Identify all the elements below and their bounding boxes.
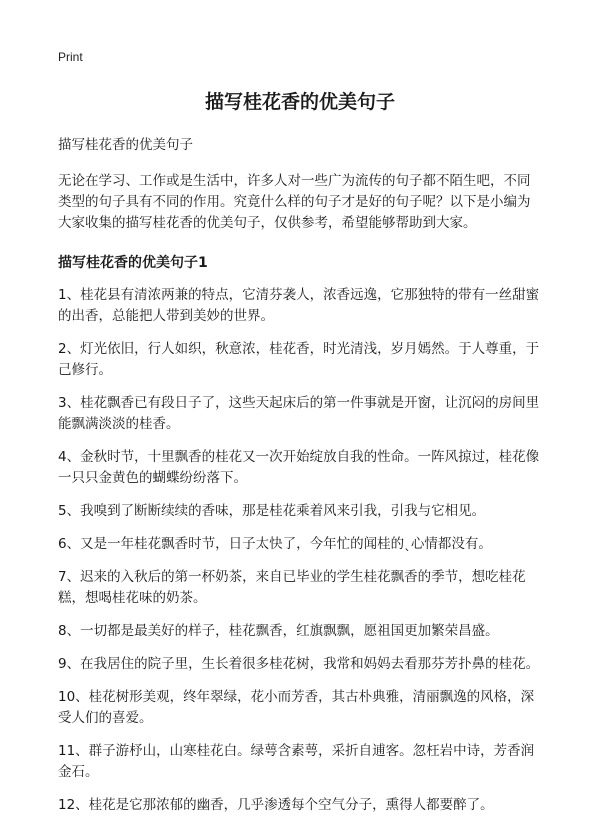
section-heading: 描写桂花香的优美句子1 <box>58 255 208 271</box>
list-item: 3、桂花飘香已有段日子了，这些天起床后的第一件事就是开窗，让沉闷的房间里能飘满淡淡的桂香。 <box>58 395 540 432</box>
list-item: 7、迟来的入秋后的第一杯奶茶，来自已毕业的学生桂花飘香的季节，想吃桂花糕，想喝桂花味的奶茶。 <box>58 569 526 606</box>
page-title: 描写桂花香的优美句子 <box>204 91 395 113</box>
list-item: 8、一切都是最美好的样子，桂花飘香，红旗飘飘，愿祖国更加繁荣昌盛。 <box>58 623 499 639</box>
list-item: 9、在我居住的院子里，生长着很多桂花树，我常和妈妈去看那芬芳扑鼻的桂花。 <box>58 656 540 672</box>
subtitle: 描写桂花香的优美句子 <box>58 137 193 153</box>
sentence-list <box>58 285 542 816</box>
list-item: 10、桂花树形美观，终年翠绿，花小而芳香，其古朴典雅，清丽飘逸的风格，深受人们的喜爱。 <box>58 689 535 726</box>
intro-paragraph: 无论在学习、工作或是生活中，许多人对一些广为流传的句子都不陌生吧，不同类型的句子具有不同的作用。究竟什么样的句子才是好的句子呢？以下是小编为大家收集的描写桂花香的优美句子，仅供参考，希望能够帮助到大家。 <box>58 173 531 231</box>
list-item: 4、金秋时节，十里飘香的桂花又一次开始绽放自我的性命。一阵风掠过，桂花像一只只金黄色的蝴蝶纷纷落下。 <box>58 449 540 486</box>
list-item: 6、又是一年桂花飘香时节，日子太快了，今年忙的闻桂的ˎ心情都没有。 <box>58 536 492 552</box>
list-item: 12、桂花是它那浓郁的幽香，几乎渗透每个空气分子，熏得人都要醉了。 <box>58 797 494 813</box>
list-item: 1、桂花县有清浓两兼的特点，它清芬袭人，浓香远逸，它那独特的带有一丝甜蜜的出香，总能把人带到美妙的世界。 <box>58 287 540 324</box>
list-item: 5、我嗅到了断断续续的香味，那是桂花乘着风来引我，引我与它相见。 <box>58 503 486 519</box>
list-item: 11、群子游杼山，山寒桂花白。绿萼含素萼，采折自逋客。忽枉岩中诗，芳香润金石。 <box>58 743 535 780</box>
list-item: 2、灯光依旧，行人如织，秋意浓，桂花香，时光清浅，岁月嫣然。于人尊重，于己修行。 <box>58 341 540 378</box>
print-link[interactable]: Print <box>58 50 83 64</box>
